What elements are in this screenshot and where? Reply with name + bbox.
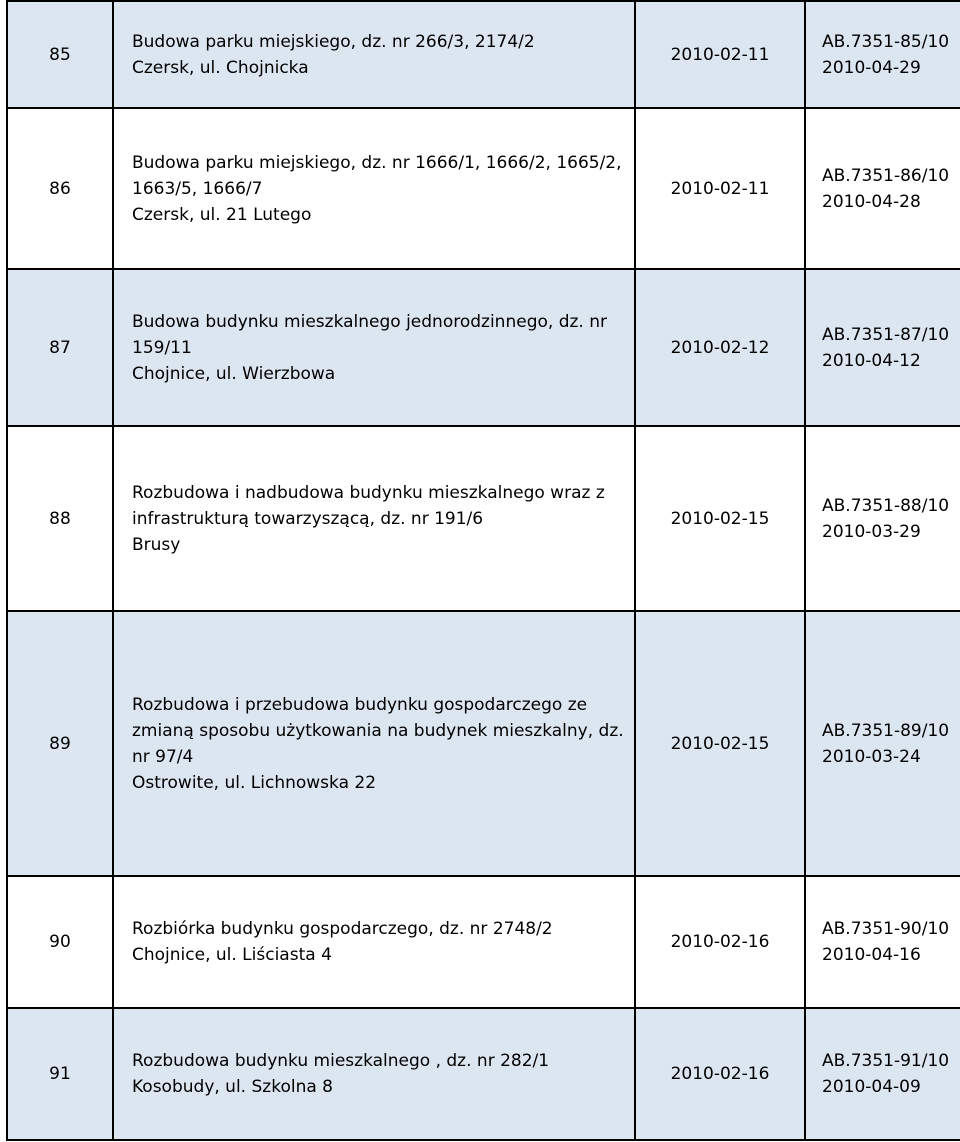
row-date: 2010-02-11 <box>635 1 805 108</box>
description-line: zmianą sposobu użytkowania na budynek mieszkalny, dz. <box>132 720 624 741</box>
row-description <box>113 269 635 426</box>
description-line: Budowa budynku mieszkalnego jednorodzinnego, dz. nr <box>132 311 607 332</box>
row-reference <box>805 426 960 611</box>
reference-number: AB.7351-90/10 <box>822 919 950 939</box>
description-line: Rozbudowa i przebudowa budynku gospodarczego ze <box>132 694 588 715</box>
row-number: 90 <box>7 876 113 1008</box>
description-line: Rozbudowa budynku mieszkalnego , dz. nr 282/1 <box>132 1051 550 1071</box>
reference-number: AB.7351-91/10 <box>822 1051 950 1071</box>
description-line: Budowa parku miejskiego, dz. nr 266/3, 2174/2 <box>132 31 535 52</box>
row-reference <box>805 611 960 876</box>
row-reference <box>805 876 960 1008</box>
description-line: Rozbiórka budynku gospodarczego, dz. nr 2748/2 <box>132 919 553 939</box>
row-number: 85 <box>7 1 113 108</box>
reference-date: 2010-04-29 <box>822 57 921 78</box>
table-row <box>7 108 960 269</box>
row-description <box>113 108 635 269</box>
description-line: Czersk, ul. Chojnicka <box>132 57 309 78</box>
description-line: Budowa parku miejskiego, dz. nr 1666/1, 1666/2, 1665/2, <box>132 152 622 173</box>
reference-number: AB.7351-88/10 <box>822 495 950 516</box>
row-date: 2010-02-15 <box>635 426 805 611</box>
reference-number: AB.7351-89/10 <box>822 720 950 741</box>
description-line: Brusy <box>132 534 181 555</box>
row-reference <box>805 1008 960 1140</box>
reference-date: 2010-04-16 <box>822 945 921 965</box>
row-date: 2010-02-11 <box>635 108 805 269</box>
reference-date: 2010-03-24 <box>822 746 921 767</box>
row-number: 87 <box>7 269 113 426</box>
row-description <box>113 426 635 611</box>
description-line: Kosobudy, ul. Szkolna 8 <box>132 1077 333 1097</box>
row-number: 88 <box>7 426 113 611</box>
row-number: 91 <box>7 1008 113 1140</box>
description-line: 1663/5, 1666/7 <box>132 178 263 199</box>
row-description <box>113 876 635 1008</box>
row-description <box>113 611 635 876</box>
permits-table <box>6 0 960 1141</box>
reference-date: 2010-04-12 <box>822 350 921 371</box>
table-row <box>7 611 960 876</box>
table-row <box>7 1 960 108</box>
row-description <box>113 1008 635 1140</box>
row-date: 2010-02-12 <box>635 269 805 426</box>
description-line: Czersk, ul. 21 Lutego <box>132 204 312 225</box>
row-date: 2010-02-16 <box>635 876 805 1008</box>
reference-date: 2010-03-29 <box>822 521 921 542</box>
description-line: Chojnice, ul. Wierzbowa <box>132 363 336 384</box>
description-line: 159/11 <box>132 337 192 358</box>
description-line: Ostrowite, ul. Lichnowska 22 <box>132 772 377 793</box>
reference-number: AB.7351-86/10 <box>822 165 950 186</box>
reference-number: AB.7351-85/10 <box>822 31 950 52</box>
reference-number: AB.7351-87/10 <box>822 324 950 345</box>
description-line: infrastrukturą towarzyszącą, dz. nr 191/6 <box>132 508 484 529</box>
row-reference <box>805 269 960 426</box>
table-row <box>7 269 960 426</box>
row-reference <box>805 108 960 269</box>
table-row <box>7 876 960 1008</box>
table-row <box>7 1008 960 1140</box>
row-date: 2010-02-15 <box>635 611 805 876</box>
description-line: Rozbudowa i nadbudowa budynku mieszkalnego wraz z <box>132 482 605 503</box>
row-reference <box>805 1 960 108</box>
description-line: Chojnice, ul. Liściasta 4 <box>132 945 332 965</box>
row-number: 89 <box>7 611 113 876</box>
reference-date: 2010-04-09 <box>822 1077 921 1097</box>
row-description <box>113 1 635 108</box>
description-line: nr 97/4 <box>132 746 194 767</box>
row-date: 2010-02-16 <box>635 1008 805 1140</box>
row-number: 86 <box>7 108 113 269</box>
table-row <box>7 426 960 611</box>
reference-date: 2010-04-28 <box>822 191 921 212</box>
